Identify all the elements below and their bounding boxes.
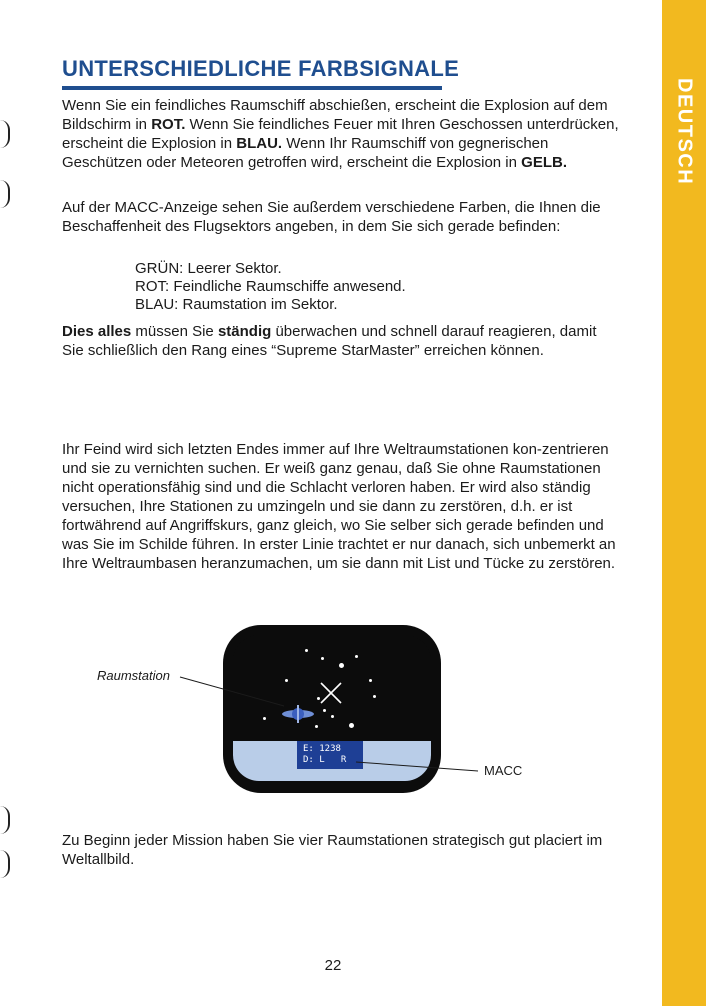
star-icon xyxy=(355,655,358,658)
paragraph-enemy-strategy: Ihr Feind wird sich letzten Endes immer auf Ihre Weltraumstationen kon-zentrieren und sie zu vernichten suchen. Er weiß ganz genau, daß Sie ohne Raumstationen nicht operationsfähig sind und die Schlacht verloren haben. Er wird also ständig versuchen, Ihre Stationen zu umzingeln und sie dann zu zerstören, d.h. er ist fortwährend auf Angriffskurs, ganz gleich, wo Sie selber sich gerade befinden und was Sie im Schilde führen. In erster Linie trachtet er nur danach, sich unbemerkt an Ihre Weltraumbasen heranzumachen, um sie dann mit List und Tücke zu zerstören. xyxy=(62,441,616,572)
bold-text: BLAU. xyxy=(236,135,283,152)
paragraph-macc-colors: Auf der MACC-Anzeige sehen Sie außerdem verschiedene Farben, die Ihnen die Beschaffenheit des Flugsektors angeben, in dem Sie sich gerade befinden: xyxy=(62,199,601,235)
bold-text: Dies alles xyxy=(62,323,132,340)
text: müssen Sie xyxy=(131,323,218,340)
list-item: ROT: Feindliche Raumschiffe anwesend. xyxy=(135,278,406,295)
star-icon xyxy=(321,657,324,660)
star-icon xyxy=(373,695,376,698)
star-icon xyxy=(339,663,344,668)
paragraph-mission-start: Zu Beginn jeder Mission haben Sie vier Raumstationen strategisch gut placiert im Weltallbild. xyxy=(62,832,603,868)
star-icon xyxy=(349,723,354,728)
sector-color-list xyxy=(135,260,406,314)
star-icon xyxy=(323,709,326,712)
macc-damage: D: L R xyxy=(303,755,347,765)
heading-underline xyxy=(62,86,442,90)
star-icon xyxy=(285,679,288,682)
binder-hole-mark xyxy=(0,180,10,208)
binder-hole-mark xyxy=(0,850,10,878)
star-icon xyxy=(315,725,318,728)
star-icon xyxy=(263,717,266,720)
macc-energy: E: 1238 xyxy=(303,744,341,754)
star-icon xyxy=(369,679,372,682)
label-raumstation: Raumstation xyxy=(97,668,170,683)
list-item: BLAU: Raumstation im Sektor. xyxy=(135,296,338,313)
tv-screen-illustration xyxy=(223,625,441,793)
list-item: GRÜN: Leerer Sektor. xyxy=(135,260,282,277)
text: Wenn Ihr Raumschiff von gegnerischen Geschützen oder Meteoren getroffen wird, erscheint die Explosion in xyxy=(62,135,549,171)
text: überwachen und schnell darauf reagieren, damit Sie schließlich den Rang eines “Supreme StarMaster” erreichen können. xyxy=(62,323,597,359)
crosshair-icon xyxy=(319,681,343,705)
binder-hole-mark xyxy=(0,806,10,834)
text: Wenn Sie feindliches Feuer mit Ihren Geschossen unterdrücken, erscheint die Explosion in xyxy=(62,116,619,152)
game-screen xyxy=(233,635,431,781)
paragraph-explosion-colors xyxy=(62,96,622,172)
star-icon xyxy=(305,649,308,652)
bold-text: GELB. xyxy=(521,154,567,171)
binder-hole-mark xyxy=(0,120,10,148)
label-macc: MACC xyxy=(484,763,523,778)
space-station-icon xyxy=(281,703,315,725)
star-icon xyxy=(331,715,334,718)
bold-text: ständig xyxy=(217,323,272,340)
text: Wenn Sie ein feindliches Raumschiff abschießen, erscheint die Explosion auf dem Bildschirm in xyxy=(62,97,608,133)
page-number: 22 xyxy=(324,957,342,974)
paragraph-monitor xyxy=(62,322,622,360)
side-tab-label: DEUTSCH xyxy=(673,78,696,186)
section-heading: UNTERSCHIEDLICHE FARBSIGNALE xyxy=(62,56,460,81)
macc-display xyxy=(297,741,363,769)
bold-text: ROT. xyxy=(151,116,186,133)
